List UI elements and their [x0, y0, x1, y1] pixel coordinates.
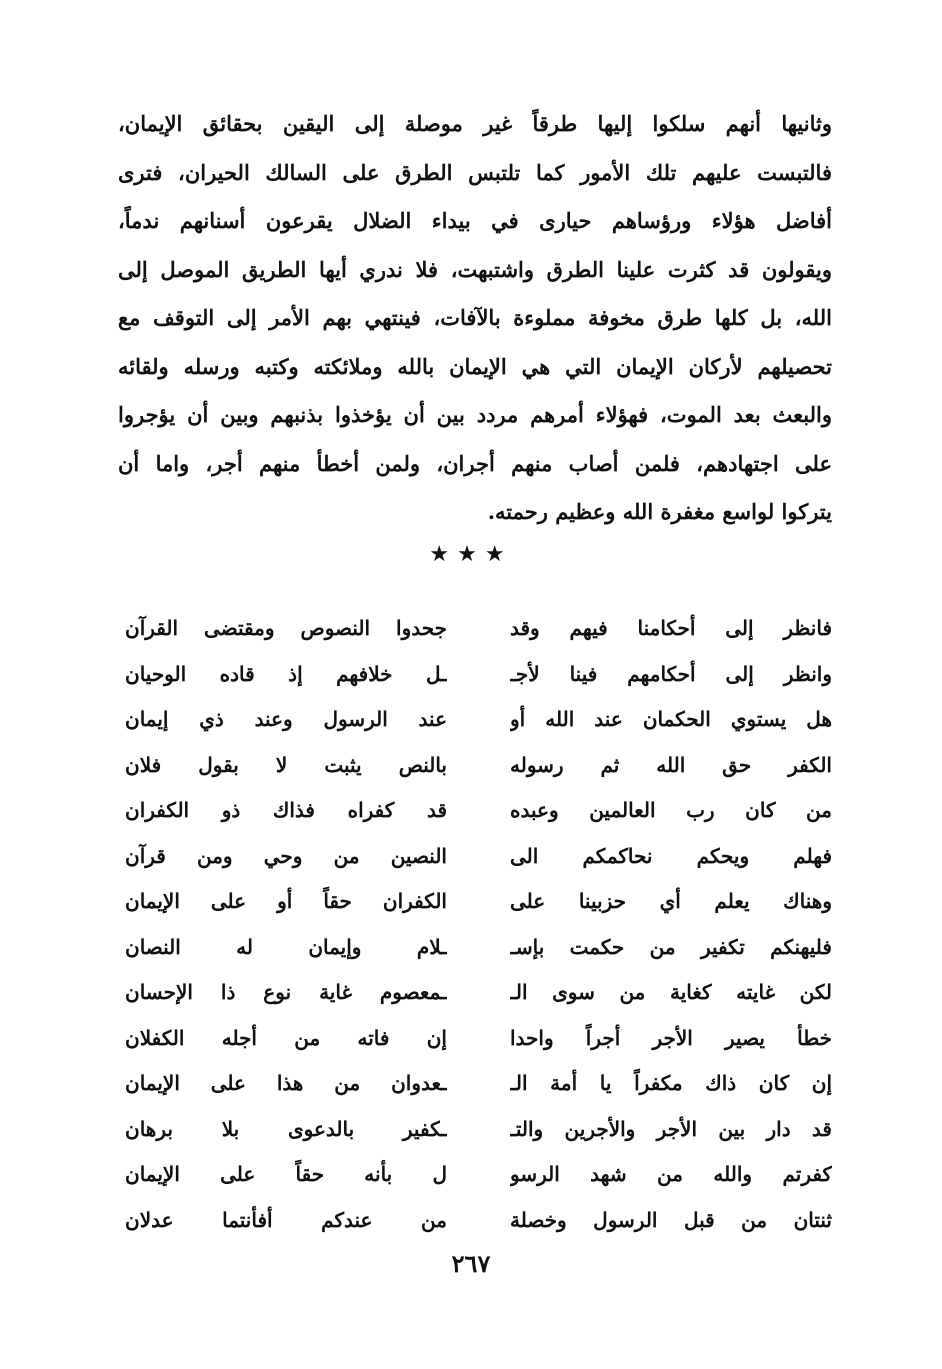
- verse-second-hemistich: إن فاته من أجله الكفلان: [125, 1025, 447, 1050]
- poem-verse: [118, 925, 832, 971]
- poem-verse: [118, 834, 832, 880]
- prose-line: يتركوا لواسع مغفرة الله وعظيم رحمته.: [487, 499, 832, 524]
- verse-first-hemistich: فهلم ويحكم نحاكمكم الى: [510, 843, 832, 868]
- poem-verse: [118, 1061, 832, 1107]
- verse-second-hemistich: بالنص يثبت لا بقول فلان: [125, 752, 447, 777]
- page-number: ٢٦٧: [451, 1249, 491, 1278]
- verse-first-hemistich: فانظر إلى أحكامنا فيهم وقد: [510, 616, 832, 640]
- verse-second-hemistich: من عندكم أفأنتما عدلان: [125, 1207, 447, 1232]
- verse-second-hemistich: الكفران حقاً أو على الإيمان: [125, 889, 447, 913]
- poem-verse: [118, 697, 832, 743]
- poem-verse: [118, 652, 832, 698]
- verse-second-hemistich: ـكفير بالدعوى بلا برهان: [125, 1116, 447, 1141]
- prose-line: وثانيها أنهم سلكوا إليها طرقاً غير موصلة إلى اليقين بحقائق الإيمان،: [118, 111, 832, 136]
- verse-first-hemistich: فليهنكم تكفير من حكمت بإسـ: [510, 934, 832, 959]
- verse-second-hemistich: ـمعصوم غاية نوع ذا الإحسان: [125, 980, 447, 1004]
- verse-first-hemistich: إن كان ذاك مكفراً يا أمة الـ: [510, 1071, 832, 1095]
- verse-first-hemistich: وانظر إلى أحكامهم فينا لأجـ: [510, 661, 832, 686]
- verse-first-hemistich: كفرتم والله من شهد الرسو: [510, 1162, 832, 1186]
- verse-second-hemistich: النصين من وحي ومن قرآن: [125, 843, 447, 868]
- poem-verse: [118, 1016, 832, 1062]
- verse-first-hemistich: من كان رب العالمين وعبده: [510, 798, 832, 822]
- poem-verse: [118, 970, 832, 1016]
- verse-second-hemistich: ـل خلافهم إذ قاده الوحيان: [125, 661, 447, 686]
- verse-first-hemistich: ثنتان من قبل الرسول وخصلة: [510, 1207, 832, 1232]
- poem-verse: [118, 1198, 832, 1244]
- prose-line: على اجتهادهم، فلمن أصاب منهم أجران، ولمن أخطأ منهم أجر، واما أن: [118, 450, 832, 476]
- verse-second-hemistich: ـلام وإيمان له النصان: [125, 934, 447, 959]
- verse-first-hemistich: وهناك يعلم أي حزبينا على: [510, 889, 832, 913]
- verse-second-hemistich: ل بأنه حقاً على الإيمان: [125, 1162, 447, 1186]
- verse-first-hemistich: لكن غايته كغاية من سوى الـ: [510, 980, 832, 1004]
- verse-first-hemistich: خطأ يصير الأجر أجراً واحدا: [510, 1025, 832, 1050]
- poem-verse: [118, 743, 832, 789]
- poem-verse: [118, 606, 832, 652]
- prose-line: الله، بل كلها طرق مخوفة مملوءة بالآفات، فينتهي بهم الأمر إلى التوقف مع: [118, 305, 832, 330]
- prose-line: ويقولون قد كثرت علينا الطرق واشتبهت، فلا ندري أيها الطريق الموصل إلى: [118, 256, 832, 282]
- verse-first-hemistich: الكفر حق الله ثم رسوله: [510, 752, 832, 777]
- verse-second-hemistich: قد كفراه فذاك ذو الكفران: [125, 798, 447, 822]
- poem-verse: [118, 879, 832, 925]
- verse-second-hemistich: ـعدوان من هذا على الإيمان: [125, 1071, 447, 1095]
- poem: [118, 606, 832, 1243]
- prose-line: والبعث بعد الموت، فهؤلاء أمرهم مردد بين أن يؤخذوا بذنبهم وبين أن يؤجروا: [118, 402, 832, 427]
- prose-line: تحصيلهم لأركان الإيمان التي هي الإيمان بالله وملائكته وكتبه ورسله ولقائه: [118, 353, 832, 379]
- verse-first-hemistich: هل يستوي الحكمان عند الله أو: [510, 707, 832, 731]
- poem-verse: [118, 1152, 832, 1198]
- verse-second-hemistich: جحدوا النصوص ومقتضى القرآن: [125, 616, 447, 640]
- poem-verse: [118, 1107, 832, 1153]
- verse-second-hemistich: عند الرسول وعند ذي إيمان: [125, 707, 447, 731]
- verse-first-hemistich: قد دار بين الأجر والأجرين والتـ: [510, 1116, 832, 1141]
- prose-line: أفاضل هؤلاء ورؤساهم حيارى في بيداء الضلال يقرعون أسنانهم ندماً،: [118, 208, 832, 233]
- prose-line: فالتبست عليهم تلك الأمور كما تلتبس الطرق على السالك الحيران، فترى: [118, 159, 832, 185]
- section-separator: ★★★: [429, 542, 513, 567]
- poem-verse: [118, 788, 832, 834]
- prose-paragraph: [118, 100, 832, 537]
